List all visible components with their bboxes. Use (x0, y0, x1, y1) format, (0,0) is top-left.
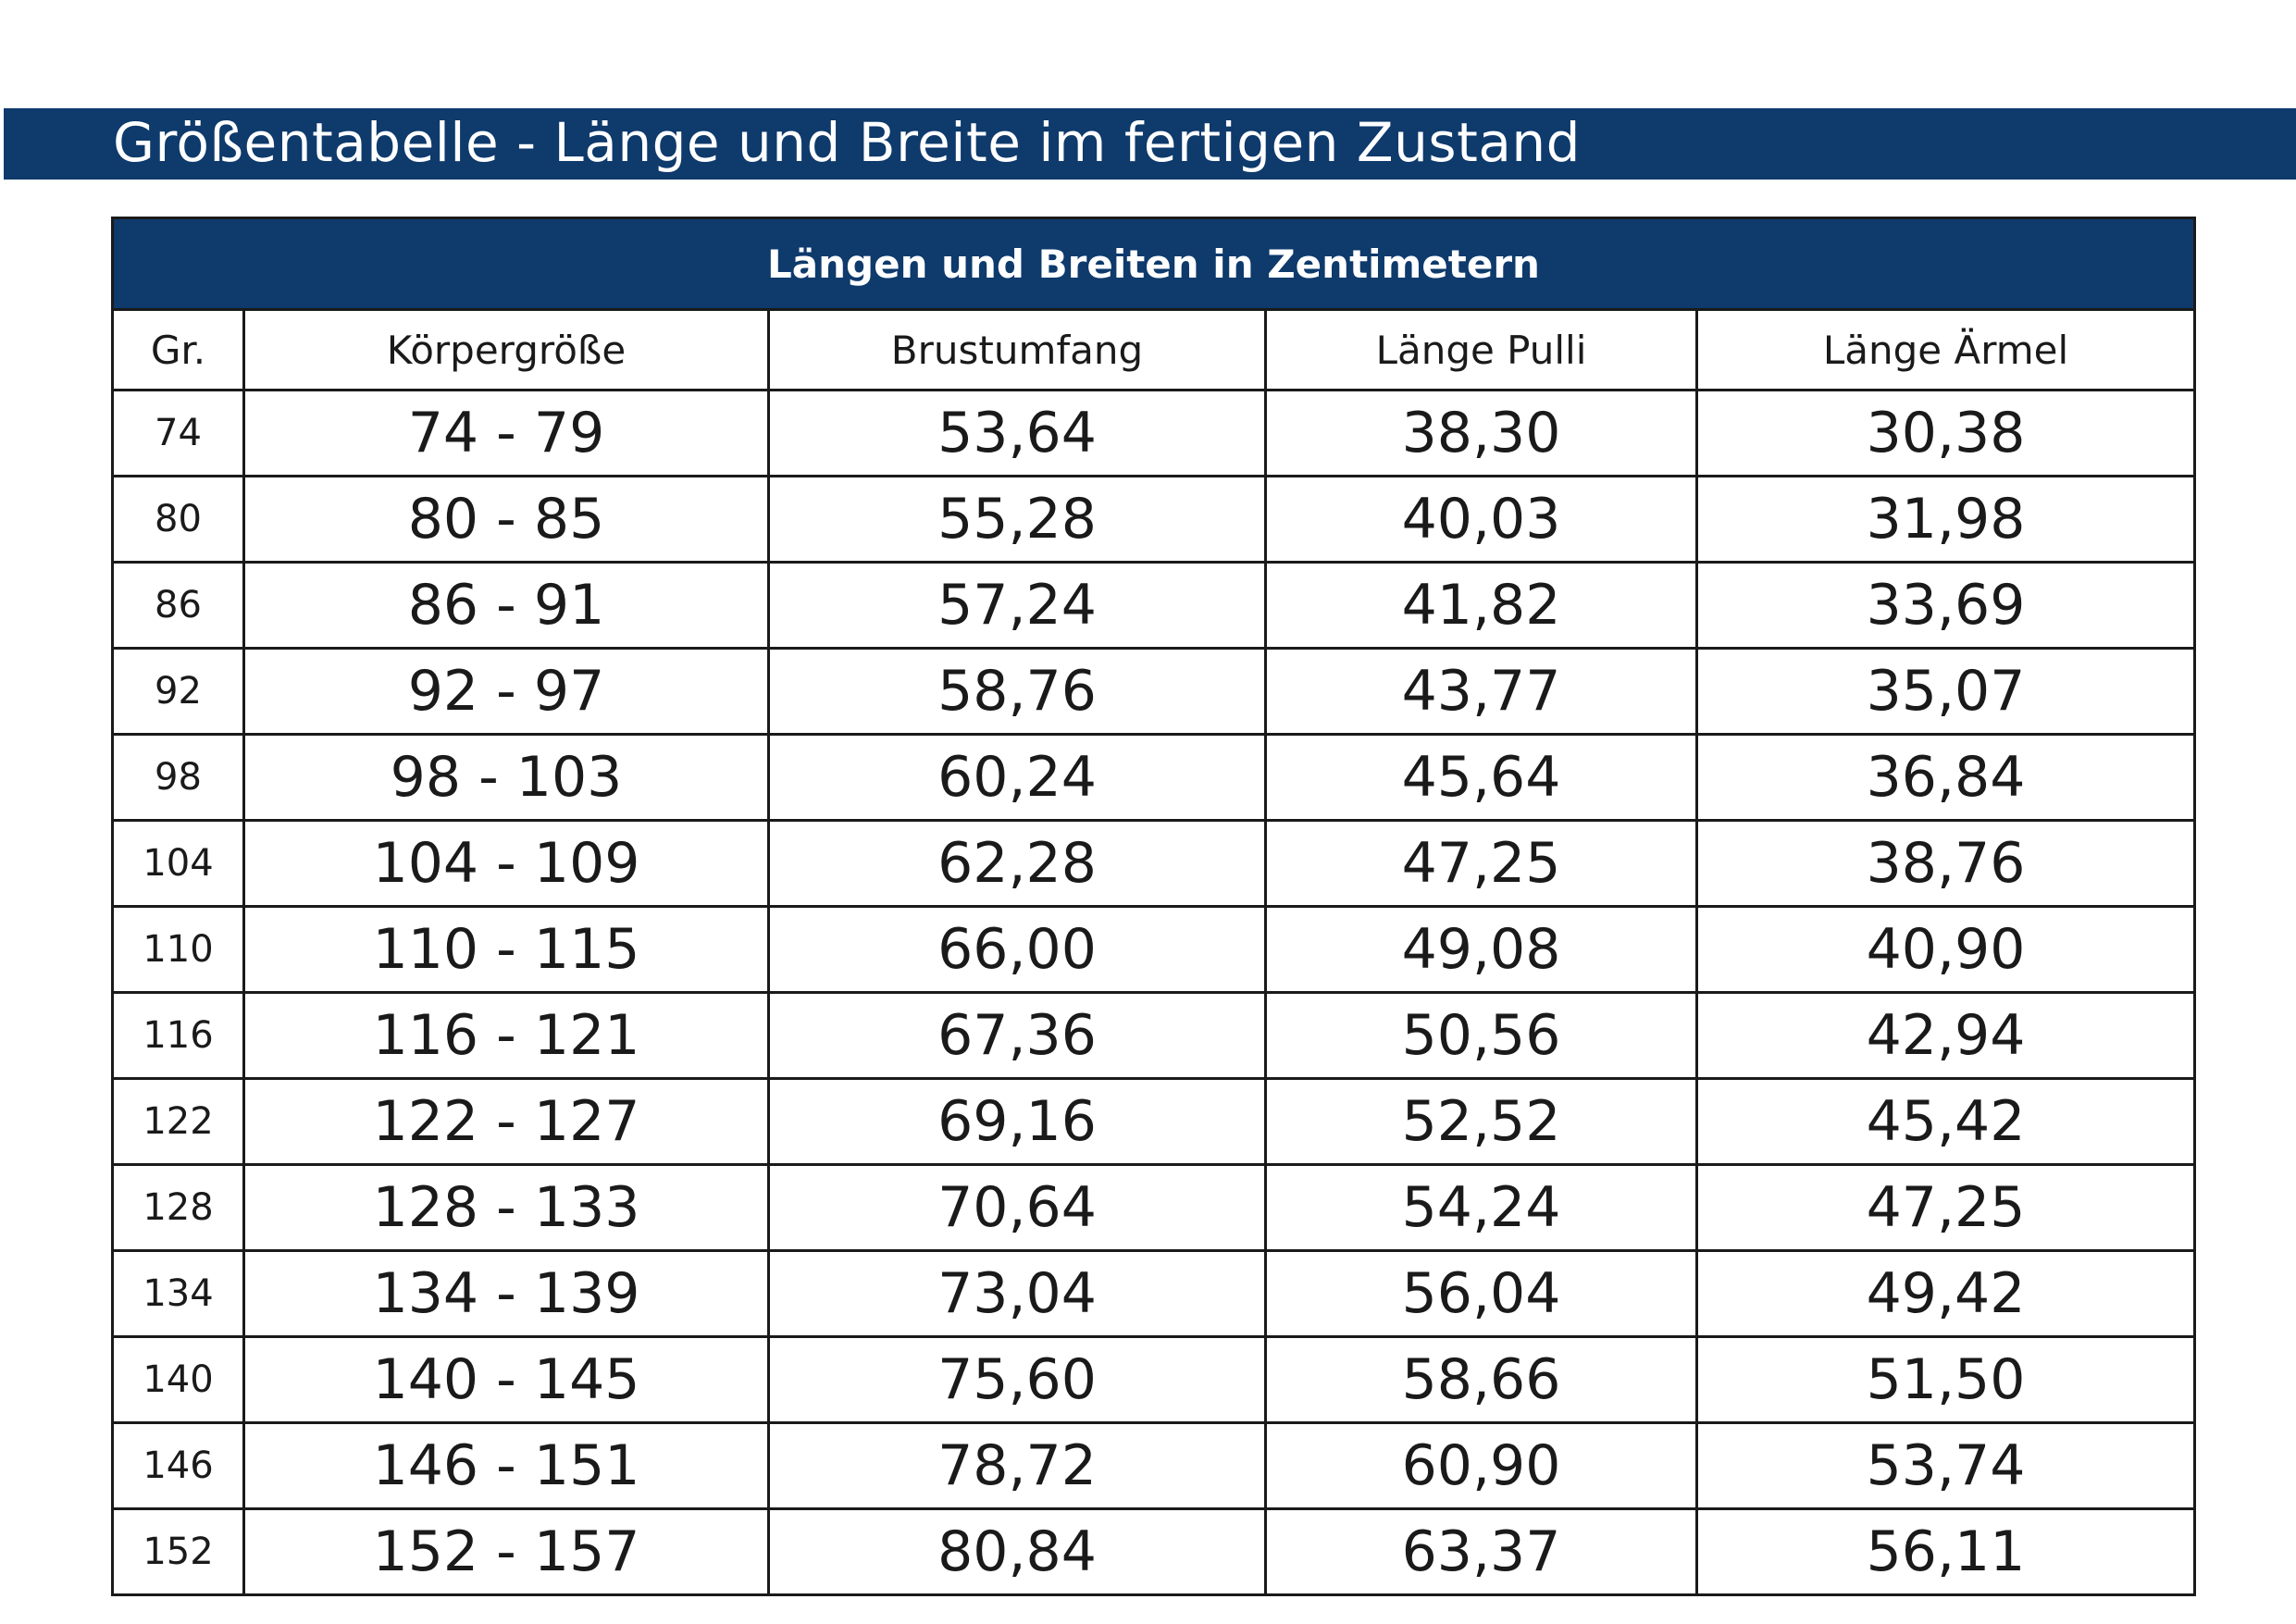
cell-sleeve-length: 47,25 (1697, 1165, 2195, 1251)
cell-body-height: 134 - 139 (244, 1251, 769, 1337)
cell-size: 152 (143, 1531, 214, 1573)
header-body-height: Körpergröße (244, 310, 769, 391)
table-caption: Längen und Breiten in Zentimetern (113, 218, 2195, 310)
cell-sweater-length: 38,30 (1266, 391, 1697, 477)
table-row (113, 563, 2195, 649)
cell-sweater-length: 40,03 (1266, 477, 1697, 563)
table-row (113, 735, 2195, 821)
table-row (113, 391, 2195, 477)
cell-chest: 73,04 (769, 1251, 1266, 1337)
table-row (113, 1509, 2195, 1595)
cell-body-height: 122 - 127 (244, 1079, 769, 1165)
cell-body-height: 116 - 121 (244, 993, 769, 1079)
cell-sleeve-length: 36,84 (1697, 735, 2195, 821)
cell-body-height: 86 - 91 (244, 563, 769, 649)
header-size: Gr. (113, 310, 244, 391)
cell-body-height: 98 - 103 (244, 735, 769, 821)
cell-chest: 57,24 (769, 563, 1266, 649)
cell-sleeve-length: 49,42 (1697, 1251, 2195, 1337)
cell-size: 110 (113, 907, 244, 993)
cell-chest: 53,64 (769, 391, 1266, 477)
header-sleeve-length: Länge Ärmel (1697, 310, 2195, 391)
cell-chest: 70,64 (769, 1165, 1266, 1251)
cell-sweater-length: 45,64 (1266, 735, 1697, 821)
cell-sweater-length: 49,08 (1266, 907, 1697, 993)
title-bar (4, 108, 2296, 180)
cell-size: 140 (113, 1337, 244, 1423)
cell-body-height: 152 - 157 (244, 1509, 769, 1595)
cell-sweater-length: 43,77 (1266, 649, 1697, 735)
table-row (113, 649, 2195, 735)
table-row (113, 821, 2195, 907)
table-body (113, 391, 2195, 1595)
cell-body-height: 74 - 79 (244, 391, 769, 477)
cell-sweater-length: 60,90 (1266, 1423, 1697, 1509)
cell-sweater-length: 58,66 (1266, 1337, 1697, 1423)
cell-sleeve-length: 53,74 (1697, 1423, 2195, 1509)
table-row (113, 1079, 2195, 1165)
page-title: Größentabelle - Länge und Breite im fertigen Zustand (113, 111, 1581, 174)
cell-chest: 60,24 (769, 735, 1266, 821)
cell-size: 92 (113, 649, 244, 735)
cell-sweater-length: 63,37 (1266, 1509, 1697, 1595)
cell-size: 86 (113, 563, 244, 649)
table-row (113, 907, 2195, 993)
cell-sleeve-length: 51,50 (1697, 1337, 2195, 1423)
cell-sweater-length: 47,25 (1266, 821, 1697, 907)
cell-size: 146 (113, 1423, 244, 1509)
table-row (113, 477, 2195, 563)
cell-chest: 62,28 (769, 821, 1266, 907)
cell-sleeve-length: 42,94 (1697, 993, 2195, 1079)
cell-chest: 78,72 (769, 1423, 1266, 1509)
table-row (113, 1251, 2195, 1337)
table-row (113, 1165, 2195, 1251)
cell-size: 134 (113, 1251, 244, 1337)
cell-sleeve-length: 38,76 (1697, 821, 2195, 907)
cell-size: 98 (113, 735, 244, 821)
cell-chest: 66,00 (769, 907, 1266, 993)
header-sweater-length: Länge Pulli (1266, 310, 1697, 391)
cell-sleeve-length: 40,90 (1697, 907, 2195, 993)
header-row (113, 310, 2195, 391)
cell-sleeve-length: 33,69 (1697, 563, 2195, 649)
header-chest: Brustumfang (769, 310, 1266, 391)
table-row (113, 1337, 2195, 1423)
cell-body-height: 104 - 109 (244, 821, 769, 907)
cell-chest: 80,84 (769, 1509, 1266, 1595)
cell-sleeve-length: 31,98 (1697, 477, 2195, 563)
cell-chest: 55,28 (769, 477, 1266, 563)
cell-body-height: 146 - 151 (244, 1423, 769, 1509)
cell-sweater-length: 50,56 (1266, 993, 1697, 1079)
cell-body-height: 140 - 145 (244, 1337, 769, 1423)
cell-body-height: 110 - 115 (244, 907, 769, 993)
cell-chest: 75,60 (769, 1337, 1266, 1423)
cell-body-height: 80 - 85 (244, 477, 769, 563)
cell-body-height: 128 - 133 (244, 1165, 769, 1251)
cell-chest: 67,36 (769, 993, 1266, 1079)
cell-sweater-length: 52,52 (1266, 1079, 1697, 1165)
cell-sleeve-length: 35,07 (1697, 649, 2195, 735)
cell-sleeve-length: 45,42 (1697, 1079, 2195, 1165)
cell-sleeve-length: 56,11 (1697, 1509, 2195, 1595)
cell-sweater-length: 56,04 (1266, 1251, 1697, 1337)
cell-size: 104 (113, 821, 244, 907)
caption-row (113, 218, 2195, 310)
cell-size: 74 (113, 391, 244, 477)
cell-size: 116 (113, 993, 244, 1079)
cell-size: 128 (113, 1165, 244, 1251)
table-row (113, 993, 2195, 1079)
cell-sweater-length: 54,24 (1266, 1165, 1697, 1251)
cell-chest: 69,16 (769, 1079, 1266, 1165)
cell-chest: 58,76 (769, 649, 1266, 735)
cell-size: 80 (113, 477, 244, 563)
cell-sweater-length: 41,82 (1266, 563, 1697, 649)
cell-body-height: 92 - 97 (244, 649, 769, 735)
cell-size: 122 (113, 1079, 244, 1165)
cell-sleeve-length: 30,38 (1697, 391, 2195, 477)
table-row (113, 1423, 2195, 1509)
size-table (111, 217, 2196, 1596)
